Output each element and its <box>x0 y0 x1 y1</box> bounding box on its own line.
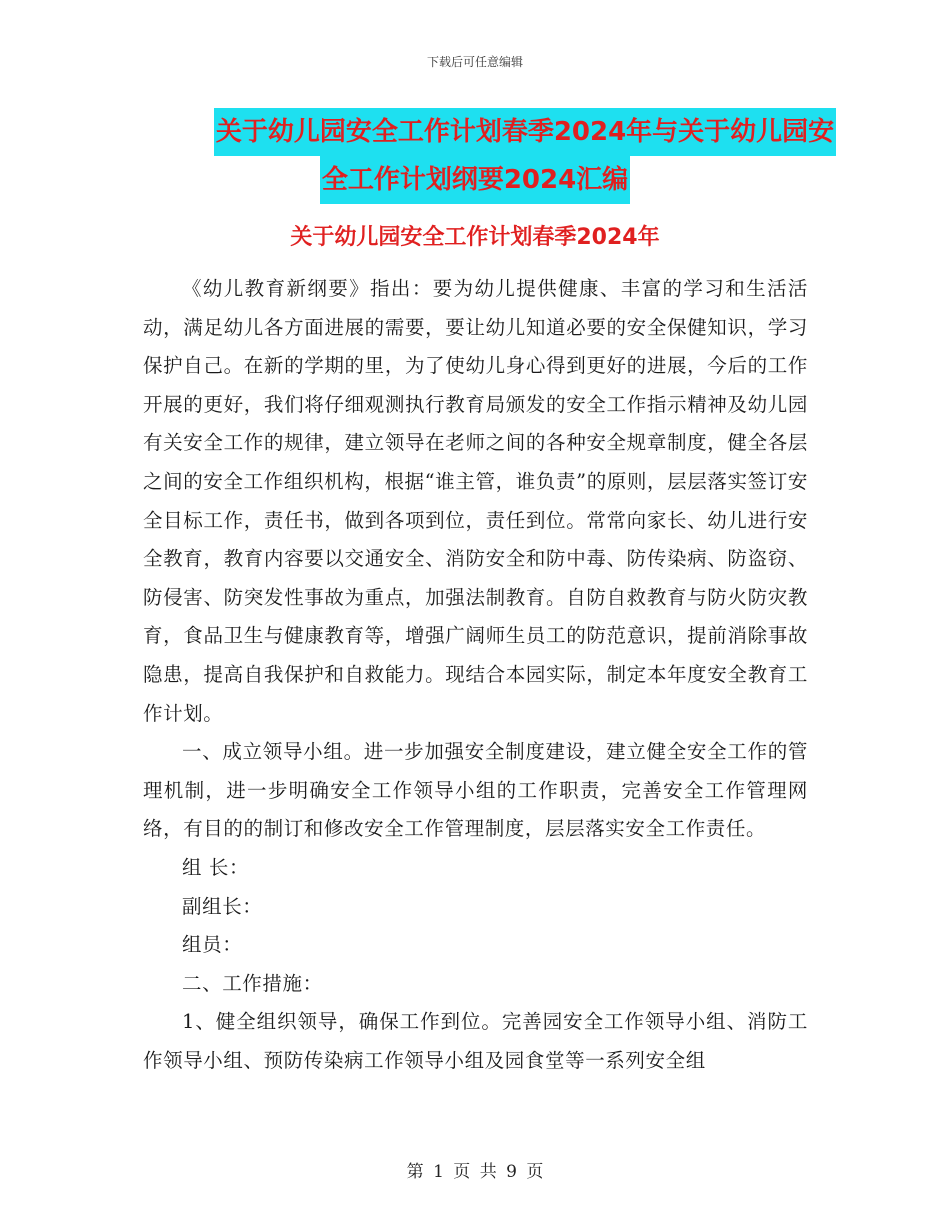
document-body <box>143 270 808 1080</box>
paragraph-leadership: 一、成立领导小组。进一步加强安全制度建设，建立健全安全工作的管理机制，进一步明确安全工作领导小组的工作职责，完善安全工作管理网络，有目的的制订和修改安全工作管理制度，层层落实安全工作责任。 <box>143 740 808 841</box>
paragraph-members: 组员： <box>182 933 243 957</box>
paragraph-intro: 《幼儿教育新纲要》指出：要为幼儿提供健康、丰富的学习和生活活动，满足幼儿各方面进展的需要，要让幼儿知道必要的安全保健知识，学习保护自己。在新的学期的里，为了使幼儿身心得到更好的进展，今后的工作开展的更好，我们将仔细观测执行教育局颁发的安全工作指示精神及幼儿园有关安全工作的规律，建立领导在老师之间的各种安全规章制度，健全各层之间的安全工作组织机构，根据“谁主管，谁负责”的原则，层层落实签订安全目标工作，责任书，做到各项到位，责任到位。常常向家长、幼儿进行安全教育，教育内容要以交通安全、消防安全和防中毒、防传染病、防盗窃、防侵害、防突发性事故为重点，加强法制教育。自防自救教育与防火防灾教育，食品卫生与健康教育等，增强广阔师生员工的防范意识，提前消除事故隐患，提高自我保护和自救能力。现结合本园实际，制定本年度安全教育工作计划。 <box>143 277 808 725</box>
document-title-line-1: 关于幼儿园安全工作计划春季2024年与关于幼儿园安 <box>214 108 836 156</box>
document-title-line-2: 全工作计划纲要2024汇编 <box>320 156 630 204</box>
section-title: 关于幼儿园安全工作计划春季2024年 <box>290 225 660 250</box>
document-title <box>0 108 950 204</box>
paragraph-measures-heading: 二、工作措施： <box>182 971 323 995</box>
paragraph-measure-1: 1、健全组织领导，确保工作到位。完善园安全工作领导小组、消防工作领导小组、预防传染病工作领导小组及园食堂等一系列安全组 <box>143 1010 808 1072</box>
page-footer: 第 1 页 共 9 页 <box>406 1162 544 1182</box>
paragraph-deputy-leader: 副组长： <box>182 894 263 918</box>
paragraph-group-leader: 组 长： <box>182 855 250 879</box>
header-note: 下载后可任意编辑 <box>426 55 523 69</box>
